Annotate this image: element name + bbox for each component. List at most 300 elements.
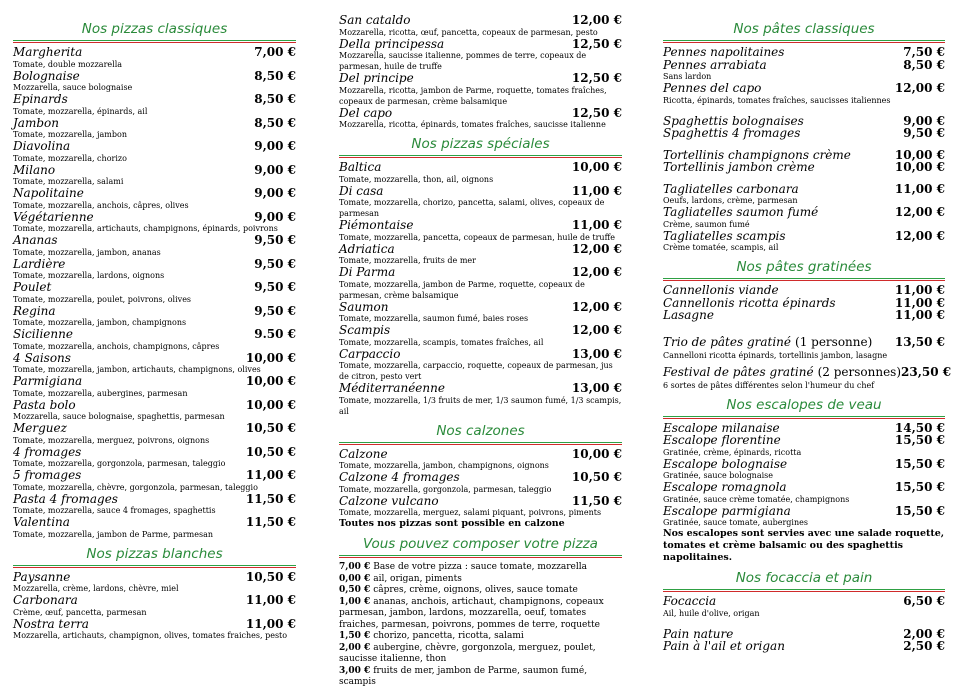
menu-item-row bbox=[663, 284, 945, 297]
dish-price: 8,50 € bbox=[903, 57, 945, 72]
dish-name: Bolognaise bbox=[13, 68, 80, 83]
menu-item-list bbox=[339, 0, 622, 130]
dish-price: 9,00 € bbox=[903, 113, 945, 128]
dish-name: Spaghettis 4 fromages bbox=[663, 126, 801, 140]
dish-name-group bbox=[663, 331, 872, 350]
dish-description: Tomate, mozzarella, pancetta, copeaux de parmesan, huile de truffe bbox=[339, 232, 615, 242]
dish-description: Sans lardon bbox=[663, 72, 712, 81]
dish-price: 10,50 € bbox=[245, 569, 296, 584]
menu-item-row bbox=[663, 206, 945, 219]
composer-option bbox=[339, 631, 622, 643]
dish-price: 10,00 € bbox=[894, 147, 945, 162]
dish-price: 10,50 € bbox=[245, 444, 296, 459]
dish-name: Del capo bbox=[339, 105, 393, 120]
section-title-bar bbox=[663, 569, 945, 589]
dish-description: Tomate, mozzarella, artichauts, champignons, épinards, poivrons bbox=[13, 224, 278, 233]
dish-price: 8,50 € bbox=[254, 115, 296, 130]
option-price: 2,00 € bbox=[339, 642, 371, 653]
menu-item-row bbox=[339, 219, 622, 232]
option-price: 1,00 € bbox=[339, 596, 371, 607]
dish-name-extra: (2 personnes) bbox=[817, 364, 902, 379]
composer-option bbox=[339, 562, 622, 574]
dish-description: Tomate, mozzarella, jambon, ananas bbox=[13, 247, 161, 257]
pate-classique-item bbox=[663, 59, 945, 83]
menu-item-row bbox=[663, 505, 945, 518]
dish-name: Tortellinis jambon crème bbox=[663, 160, 815, 174]
menu-item-row bbox=[13, 140, 296, 153]
pate-gratinee-item bbox=[663, 331, 945, 361]
menu-item-row bbox=[13, 234, 296, 247]
dish-description: Ail, huile d'olive, origan bbox=[663, 608, 760, 618]
dish-price: 6,50 € bbox=[903, 594, 945, 608]
menu-item-row bbox=[663, 230, 945, 243]
menu-item-row bbox=[13, 375, 296, 388]
menu-item-row bbox=[663, 183, 945, 196]
dish-name: Baltica bbox=[339, 160, 382, 174]
menu-item-row bbox=[13, 281, 296, 294]
dish-description: Tomate, mozzarella, jambon, champignons bbox=[13, 318, 187, 327]
pizzas-classique-item bbox=[13, 493, 296, 517]
pate-classique-item bbox=[663, 82, 945, 106]
pizzas-blanche-item bbox=[13, 594, 296, 618]
dish-price: 10,00 € bbox=[245, 397, 296, 412]
dish-description: Crème, œuf, pancetta, parmesan bbox=[13, 607, 147, 617]
pate-classique-item bbox=[663, 206, 945, 230]
dish-name: 4 Saisons bbox=[13, 350, 71, 365]
pizzas-classique-item bbox=[13, 305, 296, 329]
menu-item-row bbox=[663, 331, 945, 350]
section-pizzas-premium bbox=[339, 0, 622, 130]
menu-item-list bbox=[339, 445, 622, 519]
dish-description: Tomate, mozzarella, 1/3 fruits de mer, 1/3 saumon fumé, 1/3 scampis, ail bbox=[339, 395, 622, 416]
dish-price: 10,00 € bbox=[245, 374, 296, 388]
dish-price: 12,50 € bbox=[571, 105, 622, 120]
dish-name: Sicilienne bbox=[13, 327, 73, 341]
dish-price: 12,00 € bbox=[571, 265, 622, 279]
dish-name: Poulet bbox=[13, 280, 52, 294]
dish-price: 13,00 € bbox=[571, 346, 622, 361]
pizzas-blanche-item bbox=[13, 618, 296, 642]
dish-name: 4 fromages bbox=[13, 444, 82, 459]
section-title-bar bbox=[663, 258, 945, 278]
section-pizzas-speciales bbox=[339, 135, 622, 417]
dish-description: Tomate, double mozzarella bbox=[13, 59, 123, 69]
composer-option bbox=[339, 585, 622, 597]
dish-name: Calzone bbox=[339, 446, 388, 461]
dish-description: Tomate, mozzarella, chorizo bbox=[13, 153, 127, 163]
dish-description: Mozzarella, sauce bolognaise, spaghettis, parmesan bbox=[13, 412, 225, 421]
dish-price: 10,00 € bbox=[245, 350, 296, 365]
dish-price: 15,50 € bbox=[894, 503, 945, 518]
dish-name: Milano bbox=[13, 162, 56, 177]
menu-item-row bbox=[13, 594, 296, 607]
menu-item-row bbox=[339, 161, 622, 174]
dish-name: Tagliatelles scampis bbox=[663, 228, 786, 243]
menu-item-row bbox=[13, 258, 296, 271]
dish-price: 10,00 € bbox=[571, 160, 622, 174]
dish-price: 13,50 € bbox=[894, 334, 945, 349]
dish-price: 13,00 € bbox=[571, 381, 622, 395]
menu-item-list bbox=[663, 281, 952, 391]
dish-description: Mozzarella, crème, lardons, chèvre, miel bbox=[13, 584, 179, 593]
dish-name: Della principessa bbox=[339, 36, 445, 51]
dish-name: Epinards bbox=[13, 92, 68, 106]
dish-description: Tomate, mozzarella, jambon bbox=[13, 130, 127, 139]
dish-price: 12,00 € bbox=[894, 205, 945, 219]
pizzas-classique-item bbox=[13, 258, 296, 282]
menu-item-row bbox=[13, 618, 296, 631]
section-composer bbox=[339, 535, 622, 689]
dish-name: Festival de pâtes gratiné bbox=[663, 364, 814, 379]
dish-name: Paysanne bbox=[13, 569, 71, 584]
menu-item-row bbox=[13, 352, 296, 365]
dish-description: Tomate, mozzarella, merguez, salami piquant, poivrons, piments bbox=[339, 508, 602, 517]
dish-name: Escalope romagnola bbox=[663, 480, 787, 494]
dish-name: Napolitaine bbox=[13, 186, 84, 200]
pizzas-classique-item bbox=[13, 234, 296, 258]
pizza-premium-item bbox=[339, 14, 622, 38]
dish-name: Cannellonis ricotta épinards bbox=[663, 295, 836, 310]
option-text: Base de votre pizza : sauce tomate, mozzarella bbox=[373, 562, 587, 572]
dish-description: Tomate, mozzarella, jambon, champignons, oignons bbox=[339, 461, 549, 470]
dish-name: Lasagne bbox=[663, 308, 714, 322]
menu-item-row bbox=[13, 328, 296, 341]
option-text: câpres, crème, oignons, olives, sauce tomate bbox=[373, 585, 578, 595]
pizzas-classique-item bbox=[13, 211, 296, 235]
dish-description: Tomate, mozzarella, thon, ail, oignons bbox=[339, 174, 494, 184]
menu-item-row bbox=[13, 305, 296, 318]
menu-item-list bbox=[663, 419, 945, 529]
dish-description: Ricotta, épinards, tomates fraîches, saucisses italiennes bbox=[663, 95, 891, 105]
pizza-speciale-item bbox=[339, 382, 622, 417]
menu-item-row bbox=[663, 309, 945, 322]
dish-price: 11,00 € bbox=[571, 183, 622, 198]
dish-name: Pennes del capo bbox=[663, 81, 762, 95]
dish-description: Tomate, mozzarella, anchois, champignons, câpres bbox=[13, 341, 220, 351]
dish-price: 9.50 € bbox=[254, 327, 296, 341]
menu-column-2 bbox=[339, 0, 622, 689]
pizza-speciale-item bbox=[339, 301, 622, 325]
pizzas-classique-item bbox=[13, 93, 296, 117]
menu-item-row bbox=[663, 161, 945, 174]
dish-name: Escalope florentine bbox=[663, 433, 781, 447]
dish-description: Crème, saumon fumé bbox=[663, 219, 750, 229]
pizzas-classique-item bbox=[13, 375, 296, 399]
pizzas-classique-item bbox=[13, 328, 296, 352]
dish-description: Cannelloni ricotta épinards, tortellinis jambon, lasagne bbox=[663, 350, 888, 360]
menu-column-1 bbox=[13, 0, 296, 641]
dish-price: 8,50 € bbox=[254, 92, 296, 106]
section-escalopes bbox=[663, 396, 945, 565]
section-pizzas-blanches bbox=[13, 545, 296, 642]
dish-price: 15,50 € bbox=[894, 433, 945, 447]
menu-item-row bbox=[339, 471, 622, 484]
dish-name: Pennes napolitaines bbox=[663, 45, 785, 59]
dish-description: Tomate, mozzarella, lardons, oignons bbox=[13, 271, 165, 280]
pizza-speciale-item bbox=[339, 266, 622, 301]
dish-description: Tomate, mozzarella, merguez, poivrons, oignons bbox=[13, 435, 210, 445]
section-pates-classiques bbox=[663, 20, 945, 253]
dish-description: Tomate, mozzarella, saumon fumé, baies roses bbox=[339, 314, 529, 323]
focaccia-item bbox=[663, 640, 945, 653]
dish-description: Mozzarella, ricotta, épinards, tomates fraîches, saucisse italienne bbox=[339, 120, 606, 129]
dish-name: Piémontaise bbox=[339, 218, 414, 232]
menu-item-list bbox=[663, 43, 945, 253]
composer-option bbox=[339, 574, 622, 586]
pizzas-classique-item bbox=[13, 516, 296, 540]
dish-price: 12,00 € bbox=[894, 81, 945, 95]
dish-description: Tomate, mozzarella, jambon, artichauts, champignons, olives bbox=[13, 365, 261, 374]
dish-name: Pasta 4 fromages bbox=[13, 491, 118, 506]
dish-name: Di Parma bbox=[339, 265, 396, 279]
dish-price: 12,50 € bbox=[571, 71, 622, 85]
dish-description: Gratinée, sauce bolognaise bbox=[663, 471, 774, 480]
menu-item-row bbox=[13, 164, 296, 177]
menu-item-list bbox=[339, 158, 622, 417]
dish-name: Scampis bbox=[339, 323, 391, 337]
dish-description: Tomate, mozzarella, scampis, tomates fraîches, ail bbox=[339, 337, 544, 347]
pate-classique-item bbox=[663, 161, 945, 174]
menu-item-list bbox=[13, 43, 296, 540]
option-text: ail, origan, piments bbox=[373, 573, 462, 584]
dish-description: Tomate, mozzarella, gorgonzola, parmesan, taleggio bbox=[13, 459, 226, 468]
pizzas-classique-item bbox=[13, 46, 296, 70]
focaccia-item bbox=[663, 595, 945, 619]
dish-price: 10,00 € bbox=[571, 446, 622, 461]
pizza-premium-item bbox=[339, 38, 622, 73]
dish-name: 5 fromages bbox=[13, 468, 82, 482]
dish-price: 9,50 € bbox=[254, 280, 296, 294]
dish-price: 11,00 € bbox=[245, 593, 296, 607]
menu-item-row bbox=[13, 446, 296, 459]
menu-item-row bbox=[663, 46, 945, 59]
section-title: Vous pouvez composer votre pizza bbox=[363, 536, 598, 552]
dish-price: 9,00 € bbox=[254, 139, 296, 153]
dish-description: Tomate, mozzarella, chorizo, pancetta, salami, olives, copeaux de parmesan bbox=[339, 198, 605, 218]
dish-price: 7,50 € bbox=[903, 45, 945, 59]
menu-item-row bbox=[663, 361, 952, 380]
dish-name-extra: (1 personne) bbox=[795, 334, 873, 349]
dish-price: 12,00 € bbox=[571, 323, 622, 337]
dish-price: 9,50 € bbox=[903, 126, 945, 140]
section-focaccia bbox=[663, 569, 945, 653]
dish-price: 11,00 € bbox=[571, 218, 622, 232]
escalope-item bbox=[663, 434, 945, 458]
dish-price: 11,00 € bbox=[894, 283, 945, 297]
pizzas-classique-item bbox=[13, 117, 296, 141]
section-pizzas-classiques bbox=[13, 20, 296, 540]
dish-price: 11,00 € bbox=[894, 181, 945, 196]
section-title: Nos pâtes classiques bbox=[733, 21, 875, 37]
dish-description: Mozzarella, ricotta, œuf, pancetta, copeaux de parmesan, pesto bbox=[339, 27, 598, 37]
pizza-speciale-item bbox=[339, 219, 622, 243]
dish-price: 14,50 € bbox=[894, 420, 945, 435]
option-text: fruits de mer, jambon de Parme, saumon fumé, scampis bbox=[339, 665, 588, 687]
dish-name: Escalope parmigiana bbox=[663, 503, 791, 518]
pate-gratinee-item bbox=[663, 361, 952, 391]
dish-price: 12,50 € bbox=[571, 36, 622, 51]
section-title: Nos pizzas classiques bbox=[81, 21, 228, 37]
menu-item-row bbox=[339, 324, 622, 337]
section-title-bar bbox=[663, 396, 945, 416]
dish-name: Merguez bbox=[13, 421, 67, 435]
menu-item-row bbox=[339, 301, 622, 314]
dish-description: Mozzarella, artichauts, champignon, olives, tomates fraiches, pesto bbox=[13, 631, 288, 640]
pizza-premium-item bbox=[339, 107, 622, 131]
pizzas-classique-item bbox=[13, 446, 296, 470]
menu-item-row bbox=[13, 211, 296, 224]
pizza-speciale-item bbox=[339, 324, 622, 348]
section-note: Nos escalopes sont servies avec une salade roquette, tomates et crème balsamic ou des spaghettis napolitaines. bbox=[663, 528, 945, 563]
escalope-item bbox=[663, 481, 945, 505]
section-title-bar bbox=[13, 545, 296, 565]
pate-classique-item bbox=[663, 230, 945, 254]
section-calzones bbox=[339, 422, 622, 531]
calzone-item bbox=[339, 471, 622, 495]
pate-gratinee-item bbox=[663, 309, 945, 322]
menu-item-row bbox=[13, 469, 296, 482]
dish-name: Pasta bolo bbox=[13, 397, 76, 412]
pizzas-classique-item bbox=[13, 140, 296, 164]
dish-description: Gratinée, sauce crème tomatée, champignons bbox=[663, 494, 850, 504]
dish-name: Di casa bbox=[339, 183, 384, 198]
dish-name: Tortellinis champignons crème bbox=[663, 147, 851, 162]
dish-name: Ananas bbox=[13, 233, 58, 247]
dish-name: San cataldo bbox=[339, 13, 411, 27]
dish-price: 10,50 € bbox=[245, 421, 296, 435]
section-title-bar bbox=[339, 135, 622, 155]
composer-option bbox=[339, 643, 622, 666]
calzone-item bbox=[339, 448, 622, 472]
menu-item-list bbox=[13, 568, 296, 642]
pizzas-classique-item bbox=[13, 281, 296, 305]
dish-name: Calzone 4 fromages bbox=[339, 470, 460, 484]
dish-name: Spaghettis bolognaises bbox=[663, 113, 804, 128]
dish-price: 12,00 € bbox=[571, 241, 622, 256]
dish-price: 12,00 € bbox=[894, 228, 945, 243]
menu-item-row bbox=[339, 38, 622, 51]
dish-name: Focaccia bbox=[663, 594, 717, 608]
pizzas-blanche-item bbox=[13, 571, 296, 595]
menu-item-row bbox=[13, 46, 296, 59]
composer-lines bbox=[339, 558, 622, 689]
dish-price: 9,00 € bbox=[254, 162, 296, 177]
menu-item-row bbox=[13, 571, 296, 584]
dish-name-group bbox=[663, 361, 901, 380]
dish-description: Tomate, mozzarella, chèvre, gorgonzola, parmesan, taleggio bbox=[13, 482, 258, 492]
section-title-bar bbox=[663, 20, 945, 40]
section-title: Nos calzones bbox=[436, 422, 525, 439]
menu-item-row bbox=[663, 458, 945, 471]
dish-description: Tomate, mozzarella, salami bbox=[13, 177, 124, 186]
option-text: chorizo, pancetta, ricotta, salami bbox=[373, 631, 524, 641]
dish-price: 9,00 € bbox=[254, 209, 296, 224]
menu-item-row bbox=[339, 448, 622, 461]
dish-name: Tagliatelles carbonara bbox=[663, 181, 799, 196]
dish-name: Calzone vulcano bbox=[339, 493, 439, 508]
pizza-premium-item bbox=[339, 72, 622, 107]
option-price: 3,00 € bbox=[339, 665, 371, 676]
dish-description: Tomate, mozzarella, épinards, ail bbox=[13, 106, 148, 116]
pizzas-classique-item bbox=[13, 164, 296, 188]
menu-column-3 bbox=[663, 0, 952, 653]
dish-name: Diavolina bbox=[13, 139, 71, 153]
section-title: Nos escalopes de veau bbox=[726, 396, 882, 413]
dish-name: Escalope bolognaise bbox=[663, 456, 788, 471]
dish-name: Trio de pâtes gratiné bbox=[663, 334, 792, 349]
dish-price: 8,50 € bbox=[254, 68, 296, 83]
dish-name: Végétarienne bbox=[13, 209, 94, 224]
dish-description: Mozzarella, ricotta, jambon de Parme, roquette, tomates fraîches, copeaux de parmesan, crème balsamique bbox=[339, 85, 607, 106]
menu-item-row bbox=[339, 266, 622, 279]
dish-name: Margherita bbox=[13, 45, 83, 59]
menu-item-row bbox=[13, 422, 296, 435]
dish-name: Méditerranéenne bbox=[339, 381, 445, 395]
dish-price: 12,00 € bbox=[571, 13, 622, 27]
option-price: 0,50 € bbox=[339, 585, 371, 595]
pate-classique-item bbox=[663, 183, 945, 207]
menu-item-row bbox=[13, 70, 296, 83]
menu-item-row bbox=[663, 434, 945, 447]
dish-name: Pain nature bbox=[663, 626, 734, 641]
dish-description: Tomate, mozzarella, jambon de Parme, parmesan bbox=[13, 529, 214, 539]
menu-item-row bbox=[13, 493, 296, 506]
section-note: Toutes nos pizzas sont possible en calzone bbox=[339, 518, 565, 529]
dish-price: 11,50 € bbox=[245, 515, 296, 529]
menu-item-row bbox=[13, 187, 296, 200]
dish-price: 10,50 € bbox=[571, 470, 622, 484]
menu-item-row bbox=[339, 185, 622, 198]
composer-option bbox=[339, 597, 622, 632]
section-title: Nos pizzas spéciales bbox=[411, 136, 550, 152]
pizzas-classique-item bbox=[13, 187, 296, 211]
dish-description: Gratinée, sauce tomate, aubergines bbox=[663, 518, 808, 527]
menu-item-row bbox=[663, 481, 945, 494]
option-price: 0,00 € bbox=[339, 573, 371, 584]
escalope-item bbox=[663, 505, 945, 529]
option-price: 7,00 € bbox=[339, 562, 371, 572]
menu-item-row bbox=[339, 72, 622, 85]
dish-price: 9,00 € bbox=[254, 186, 296, 200]
dish-price: 11,00 € bbox=[245, 468, 296, 482]
dish-name: Carbonara bbox=[13, 593, 78, 607]
dish-description: Gratinée, crème, épinards, ricotta bbox=[663, 447, 802, 457]
composer-option bbox=[339, 666, 622, 689]
pizzas-classique-item bbox=[13, 70, 296, 94]
option-price: 1,50 € bbox=[339, 631, 371, 641]
section-title: Nos focaccia et pain bbox=[735, 570, 873, 586]
dish-price: 11,50 € bbox=[571, 493, 622, 508]
dish-name: Carpaccio bbox=[339, 346, 401, 361]
pate-gratinee-item bbox=[663, 284, 945, 297]
dish-description: Tomate, mozzarella, jambon de Parme, roquette, copeaux de parmesan, crème balsamique bbox=[339, 279, 585, 300]
menu-item-row bbox=[339, 14, 622, 27]
dish-name: Cannellonis viande bbox=[663, 283, 779, 297]
dish-description: Tomate, mozzarella, carpaccio, roquette, copeaux de parmesan, jus de citron, pesto vert bbox=[339, 361, 613, 381]
dish-price: 9,50 € bbox=[254, 303, 296, 318]
menu-item-row bbox=[339, 382, 622, 395]
pizza-speciale-item bbox=[339, 161, 622, 185]
menu-item-row bbox=[663, 59, 945, 72]
menu-item-list bbox=[663, 592, 945, 653]
section-title-bar bbox=[13, 20, 296, 40]
pizza-speciale-item bbox=[339, 348, 622, 383]
dish-price: 9,50 € bbox=[254, 233, 296, 247]
menu-item-row bbox=[663, 82, 945, 95]
dish-description: Mozzarella, sauce bolognaise bbox=[13, 83, 133, 92]
dish-price: 11,00 € bbox=[245, 616, 296, 631]
dish-name: Escalope milanaise bbox=[663, 420, 780, 435]
